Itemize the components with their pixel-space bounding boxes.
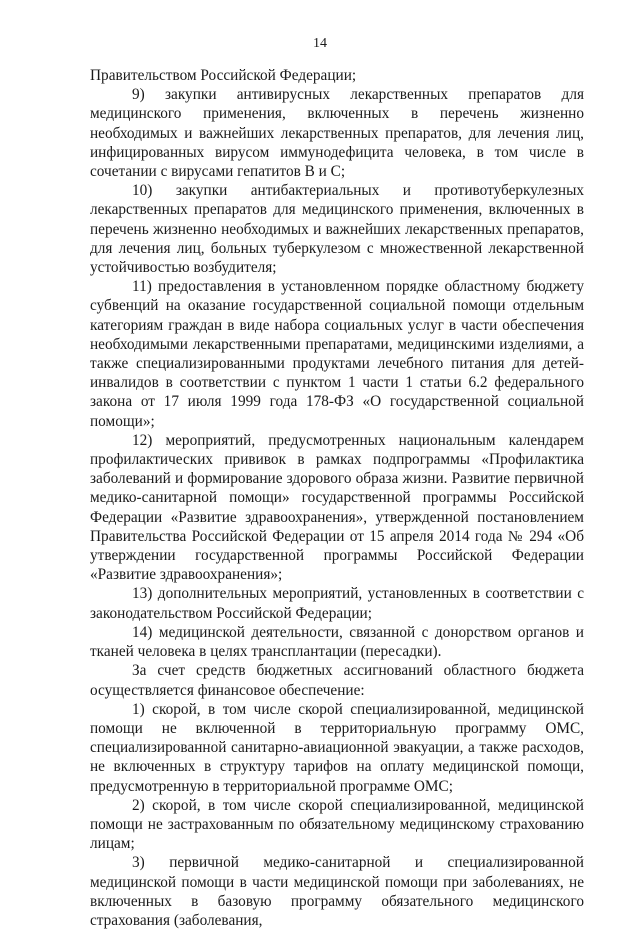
paragraph-financing-1: 1) скорой, в том числе скорой специализированной, медицинской помощи не включенной в территориальную программу ОМС, специализированной санитарно-авиационной эвакуации, а также расходов, не включенных в структуру тарифов на оплату медицинской помощи, предусмотренную в территориальной программе ОМС; [90,700,584,795]
paragraph-item-11: 11) предоставления в установленном порядке областному бюджету субвенций на оказание государственной социальной помощи отдельным категориям граждан в виде набора социальных услуг в части обеспечения необходимыми лекарственными препаратами, медицинскими изделиями, а также специализированными продуктами лечебного питания для детей-инвалидов в соответствии с пунктом 1 части 1 статьи 6.2 федерального закона от 17 июля 1999 года 178-ФЗ «О государственной социальной помощи»; [90,278,584,430]
paragraph-item-14: 14) медицинской деятельности, связанной с донорством органов и тканей человека в целях трансплантации (пересадки). [90,623,584,661]
paragraph-item-9: 9) закупки антивирусных лекарственных препаратов для медицинского применения, включенных в перечень жизненно необходимых и важнейших лекарственных препаратов, для лечения лиц, инфицированных вирусом иммунодефицита человека, в том числе в сочетании с вирусами гепатитов В и С; [90,86,584,181]
paragraph-continuation: Правительством Российской Федерации; [90,67,357,84]
page-number: 14 [313,36,327,51]
paragraph-financing-intro: За счет средств бюджетных ассигнований областного бюджета осуществляется финансовое обеспечение: [90,662,584,699]
paragraph-item-12: 12) мероприятий, предусмотренных национальным календарем профилактических прививок в рамках подпрограммы «Профилактика заболеваний и формирование здорового образа жизни. Развитие первичной медико-санитарной помощи» государственной программы Российской Федерации «Развитие здравоохранения», утвержденной постановлением Правительства Российской Федерации от 15 апреля 2014 года № 294 «Об утверждении государственной программы Российской Федерации «Развитие здравоохранения»; [90,431,584,584]
paragraph-item-10: 10) закупки антибактериальных и противотуберкулезных лекарственных препаратов для медицинского применения, включенных в перечень жизненно необходимых и важнейших лекарственных препаратов, для лечения лиц, больных туберкулезом с множественной лекарственной устойчивостью возбудителя; [90,182,584,277]
paragraph-financing-3: 3) первичной медико-санитарной и специализированной медицинской помощи в части медицинской помощи при заболеваниях, не включенных в базовую программу обязательного медицинского страхования (заболевания, [90,854,584,929]
paragraph-financing-2: 2) скорой, в том числе скорой специализированной, медицинской помощи не застрахованным по обязательному медицинскому страхованию лицам; [90,796,584,853]
paragraph-item-13: 13) дополнительных мероприятий, установленных в соответствии с законодательством Российской Федерации; [90,585,584,622]
document-body [90,66,584,930]
